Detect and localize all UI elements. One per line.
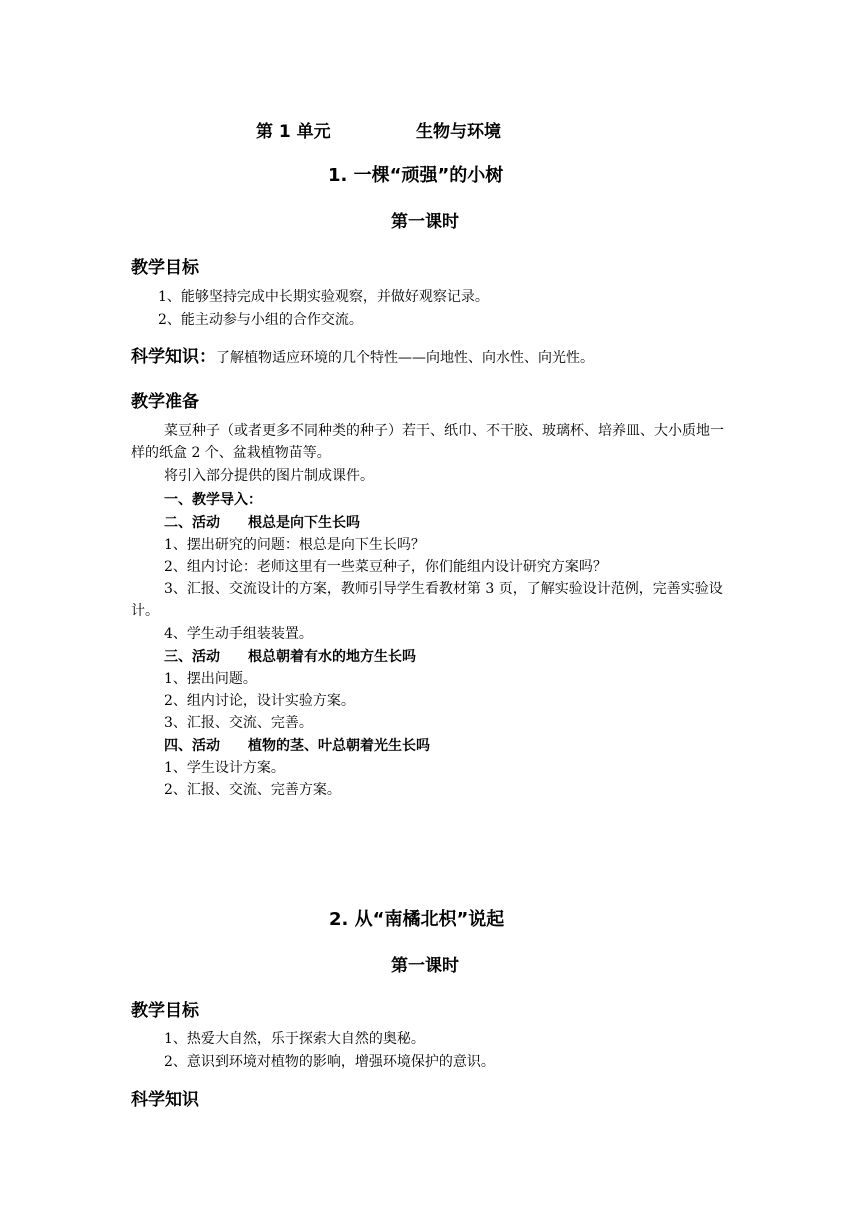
period-title: 第一课时 [391, 212, 459, 232]
goal-item: 2、能主动参与小组的合作交流。 [158, 312, 363, 328]
knowledge-label: 科学知识： [131, 347, 216, 367]
activity-item: 3、汇报、交流设计的方案，教师引导学生看教材第 3 页，了解实验设计范例，完善实验设计。 [131, 581, 723, 619]
lesson-title: 2. 从“南橘北枳”说起 [329, 909, 505, 930]
activity-item: 4、学生动手组装装置。 [164, 626, 313, 642]
lesson-title: 1. 一棵“顽强”的小树 [328, 165, 504, 186]
prep-paragraph: 将引入部分提供的图片制成课件。 [164, 468, 374, 484]
activity-heading: 二、活动 根总是向下生长吗 [164, 515, 360, 531]
period-title: 第一课时 [391, 956, 459, 976]
goals-heading: 教学目标 [131, 258, 199, 278]
prep-paragraph: 菜豆种子（或者更多不同种类的种子）若干、纸巾、不干胶、玻璃杯、培养皿、大小质地一样的纸盒 2 个、盆栽植物苗等。 [131, 423, 724, 461]
goals-heading: 教学目标 [131, 1001, 199, 1021]
unit-number: 第 1 单元 [256, 122, 331, 142]
knowledge-line [131, 342, 594, 369]
knowledge-heading: 科学知识 [131, 1090, 199, 1110]
unit-name: 生物与环境 [416, 122, 501, 142]
section-intro: 一、教学导入： [164, 492, 262, 508]
prep-heading: 教学准备 [131, 392, 199, 412]
goal-item: 1、热爱大自然，乐于探索大自然的奥秘。 [164, 1031, 425, 1047]
goal-item: 2、意识到环境对植物的影响，增强环境保护的意识。 [164, 1054, 495, 1070]
activity-item: 2、组内讨论：老师这里有一些菜豆种子，你们能组内设计研究方案吗？ [164, 559, 607, 575]
activity-item: 2、组内讨论，设计实验方案。 [164, 693, 355, 709]
activity-item: 3、汇报、交流、完善。 [164, 715, 313, 731]
activity-item: 1、摆出问题。 [164, 671, 257, 687]
activity-item: 1、摆出研究的问题：根总是向下生长吗？ [164, 537, 425, 553]
activity-heading: 四、活动 植物的茎、叶总朝着光生长吗 [164, 738, 430, 754]
goal-item: 1、能够坚持完成中长期实验观察，并做好观察记录。 [158, 289, 489, 305]
activity-item: 2、汇报、交流、完善方案。 [164, 782, 341, 798]
activity-heading: 三、活动 根总朝着有水的地方生长吗 [164, 649, 416, 665]
knowledge-text: 了解植物适应环境的几个特性——向地性、向水性、向光性。 [216, 350, 594, 366]
activity-item: 1、学生设计方案。 [164, 760, 285, 776]
